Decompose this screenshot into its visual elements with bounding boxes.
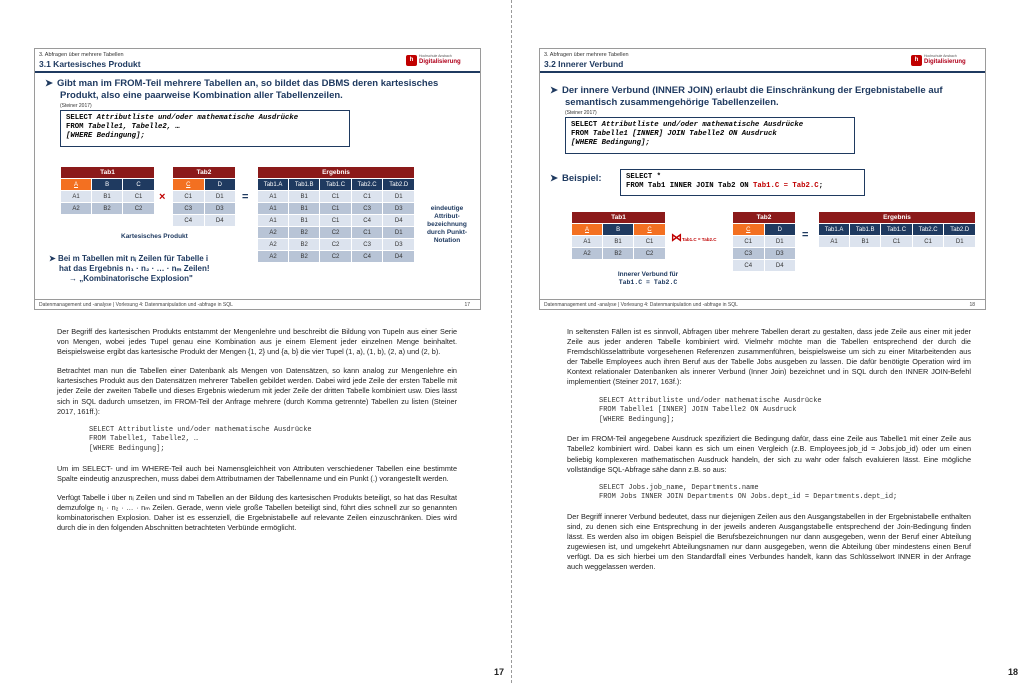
- logo-top-text: Hochschule Ansbach: [419, 54, 452, 59]
- column-header: C: [173, 179, 205, 191]
- table-cell: B1: [289, 191, 320, 203]
- column-header: A: [61, 179, 92, 191]
- paragraph: Der im FROM-Teil angegebene Ausdruck spezifiziert die Bedingung dafür, dass eine Zeile aus Tabelle1 mit einer Zeile aus Tabelle2 kombiniert wird. Dabei kann es sich um einen Vergleich (z.B. Employees.job_id = Jobs.job_id) oder um einen beliebig komplexeren mathematischen Ausdruck handeln, der sich zu wahr oder falsch evaluieren lässt. Eine mögliche vollständige SQL-Abfrage sähe dann z.B. so aus:: [567, 434, 971, 474]
- code-text: [WHERE Bedingung];: [571, 139, 650, 148]
- code-keyword: FROM: [571, 130, 589, 139]
- slide-number: 17: [464, 302, 470, 308]
- table-cell: D1: [383, 227, 415, 239]
- code-line: SELECT Attributliste und/oder mathematische Ausdrücke: [599, 396, 822, 405]
- code-text: [WHERE Bedingung];: [66, 132, 145, 141]
- code-line: SELECT Jobs.job_name, Departments.name: [599, 483, 759, 492]
- column-header: Tab1.B: [850, 224, 881, 236]
- table-cell: C4: [733, 260, 765, 272]
- paragraph: Betrachtet man nun die Tabellen einer Datenbank als Mengen von Datensätzen, so kann analog zur Mengenlehre ein kartesisches Produkt aus den Datensätzen mehrerer Tabellen gebildet werden. Dabei wird jede Zeile der ersten Tabelle mit jeder Zeile der zweiten Tabelle und dieses Ergebnis wiederum mit jeder Zeile der dritten Tabelle kombiniert usw. Dies lässt sich in SQL dadurch umsetzen, im FROM-Teil der Anfrage mehrere (durch Komma getrennte) Tabellen zu listen (Steiner 2017, 161ff.):: [57, 366, 457, 416]
- table-cell: D1: [383, 191, 415, 203]
- table-tab1: [60, 166, 155, 215]
- slide-chapter: 3. Abfragen über mehrere Tabellen: [544, 52, 629, 58]
- table-cell: D3: [764, 248, 796, 260]
- column-header: Tab1.A: [819, 224, 850, 236]
- equals-symbol: =: [802, 229, 809, 241]
- table-cell: B2: [289, 239, 320, 251]
- code-block: [599, 397, 971, 426]
- table-cell: A2: [572, 248, 603, 260]
- table-cell: C2: [320, 239, 352, 251]
- note-line: durch Punkt-: [426, 229, 468, 236]
- title-rule: [35, 71, 480, 73]
- bullet-1-line-1: Gibt man im FROM-Teil mehrere Tabellen an, so bildet das DBMS deren kartesisches: [56, 78, 439, 89]
- table-result: [257, 166, 415, 263]
- note-line: Notation: [433, 237, 461, 244]
- table-cell: C3: [351, 239, 383, 251]
- code-keyword: FROM: [66, 123, 84, 132]
- code-keyword: SELECT: [571, 121, 598, 129]
- slide-chapter: 3. Abfragen über mehrere Tabellen: [39, 52, 124, 58]
- beispiel-text: Beispiel:: [561, 173, 602, 184]
- logo-icon: h: [911, 55, 922, 66]
- table-cell: A2: [258, 227, 289, 239]
- table-cell: A2: [61, 203, 92, 215]
- example-query-box: [620, 169, 865, 196]
- table-cell: B1: [92, 191, 123, 203]
- page-number: 18: [1008, 667, 1019, 677]
- table-cell: C1: [173, 191, 205, 203]
- table-cell: A1: [258, 191, 289, 203]
- table-cell: C2: [123, 203, 155, 215]
- code-text: Tabelle1 [INNER] JOIN: [588, 130, 690, 139]
- paragraph: Der Begriff innerer Verbund bedeutet, dass nur diejenigen Zeilen aus den Ausgangstabellen in der Ergebnistabelle enthalten sind, zu denen sich eine Entsprechung in der jeweils anderen Ausgangstabelle entsprechend der Join-Bedingung finden lässt. Es werden also im obigen Beispiel die Berufsbezeichnungen nur dann ausgegeben, wenn der Beruf einer Abteilung zugewiesen ist, und umgekehrt Abteilungsnamen nur dann ausgegeben, wenn die Abteilung über mindestens einen Beruf verfügt. Da es sich hierbei um den Standardfall eines Verbundes handelt, kann das Schlüsselwort INNER in der Anfrage auch weggelassen werden.: [567, 511, 971, 572]
- slide-footer: [540, 299, 985, 309]
- join-icon: ⋈: [671, 232, 682, 244]
- table-cell: C1: [320, 203, 352, 215]
- code-line: FROM Tabelle1 [INNER] JOIN Tabelle2 ON Ausdruck: [599, 406, 797, 415]
- code-line: SELECT Attributliste und/oder mathematische Ausdrücke: [89, 425, 312, 434]
- university-logo: [911, 53, 977, 67]
- table-title: Tab1: [572, 212, 666, 224]
- table-cell: D3: [383, 239, 415, 251]
- footer-text: Datenmanagement und -analyse | Vorlesung 4: Datenmanipulation und -abfrage in SQL: [544, 302, 738, 308]
- logo-icon: h: [406, 55, 417, 66]
- column-header: C: [123, 179, 155, 191]
- note-line: Attribut-: [434, 213, 460, 220]
- sql-syntax-box: [60, 110, 350, 147]
- column-header: Tab2.C: [912, 224, 944, 236]
- column-header: Tab1.B: [289, 179, 320, 191]
- table-cell: A1: [61, 191, 92, 203]
- footer-text: Datenmanagement und -analyse | Vorlesung 4: Datenmanipulation und -abfrage in SQL: [39, 302, 233, 308]
- column-header: A: [572, 224, 603, 236]
- code-line: FROM Tab1 INNER JOIN Tab2 ON: [626, 182, 753, 191]
- table-result: [818, 211, 976, 248]
- table-cell: C4: [351, 251, 383, 263]
- university-logo: [406, 53, 472, 67]
- slide-footer: [35, 299, 480, 309]
- label-line: Tab1.C = Tab2.C: [618, 279, 678, 286]
- equals-symbol: =: [242, 191, 249, 203]
- code-line: [WHERE Bedingung];: [599, 415, 675, 424]
- join-condition: Tab1.C = Tab2.C: [753, 182, 819, 191]
- column-header: Tab2.C: [351, 179, 383, 191]
- slide-title: 3.1 Kartesisches Produkt: [39, 59, 141, 69]
- table-cell: C1: [733, 236, 765, 248]
- logo-main-text: Digitalisierung: [419, 58, 461, 65]
- code-text: Attributliste und/oder mathematische Ausdrücke: [92, 114, 299, 122]
- paragraph: Der Begriff des kartesischen Produkts entstammt der Mengenlehre und beschreibt die Bildung von Tupeln aus einer Serie von Mengen, wobei jedes Tupel genau eine Kombination aus je einem Element jeder einzelnen Menge beinhaltet. Beispielsweise ergibt das kartesische Produkt der Mengen {1, 2} und {a, b} die vier Tupel (1, a), (1, b), (2, a) und (2, b).: [57, 327, 457, 357]
- paragraph: Um im SELECT- und im WHERE-Teil auch bei Namensgleichheit von Attributen verschiedener Tabellen eine bestimmte Spalte eindeutig anzusprechen, muss dabei dem Attributnamen der Tabellenname und ein Punkt (.) vorangestellt werden.: [57, 463, 457, 483]
- bullet-1: [45, 78, 475, 101]
- bullet-arrow-icon: ➤: [550, 85, 558, 96]
- code-text: Tabelle2 ON Ausdruck: [689, 130, 777, 139]
- bullet-1-line-2: semantisch zusammengehörige Tabellenzeilen.: [565, 96, 779, 108]
- table-cell: C1: [351, 227, 383, 239]
- table-cell: A1: [819, 236, 850, 248]
- bullet-2-line-1: Bei m Tabellen mit nᵢ Zeilen für Tabelle i: [57, 254, 209, 263]
- join-condition-label: Tab1.C = Tab2.C: [682, 237, 717, 242]
- table-cell: C4: [351, 215, 383, 227]
- table-cell: D4: [204, 215, 236, 227]
- table-title: Tab2: [173, 167, 236, 179]
- bullet-1-line-2: Produkt, also eine paarweise Kombination aller Tabellenzeilen.: [60, 89, 343, 101]
- label-line: Innerer Verbund für: [617, 271, 679, 278]
- column-header: Tab1.C: [320, 179, 352, 191]
- beispiel-label: [550, 173, 602, 185]
- table-title: Tab2: [733, 212, 796, 224]
- page-divider: [511, 0, 512, 683]
- table-cell: C1: [912, 236, 944, 248]
- table-cell: C3: [173, 203, 205, 215]
- innerer-verbund-label: [588, 271, 708, 287]
- bullet-1: [550, 85, 980, 108]
- table-cell: A2: [258, 251, 289, 263]
- slide-18: [539, 48, 986, 310]
- column-header: C: [634, 224, 666, 236]
- column-header: B: [92, 179, 123, 191]
- slide-title: 3.2 Innerer Verbund: [544, 59, 624, 69]
- bullet-arrow-icon: ➤: [45, 78, 53, 89]
- table-title: Ergebnis: [819, 212, 976, 224]
- table-cell: C1: [320, 215, 352, 227]
- bullet-2-line-2: hat das Ergebnis n₁ · n₂ · … · nₘ Zeilen!: [59, 264, 210, 273]
- column-header: Tab2.D: [944, 224, 976, 236]
- code-text: Tabelle1, Tabelle2, …: [83, 123, 180, 132]
- code-block: [599, 484, 971, 503]
- kartesisches-produkt-label: Kartesisches Produkt: [121, 233, 188, 240]
- table-cell: C2: [320, 227, 352, 239]
- sql-syntax-box: [565, 117, 855, 154]
- body-text: [567, 327, 971, 581]
- table-cell: D1: [764, 236, 796, 248]
- table-cell: C3: [733, 248, 765, 260]
- bullet-2: [49, 254, 259, 284]
- table-cell: A1: [572, 236, 603, 248]
- table-cell: D4: [764, 260, 796, 272]
- table-cell: B1: [850, 236, 881, 248]
- paragraph: In seltensten Fällen ist es sinnvoll, Abfragen über mehrere Tabellen derart zu gestalten, dass jede Zeile aus einer mit jeder Zeile aus jeder anderen Tabelle kombiniert wird. Vielmehr möchte man die Tabellen entsprechend der durch die Fremdschlüsselattribute vorgesehenen Referenzen zusammenführen, beispielsweise um sich zu einer Mitarbeitenden aus der Tabelle Employees auch ihren Beruf aus der Tabelle Jobs ausgeben zu lassen. Die dafür benötigte Operation wird im Kontext relationaler Datenbanken als innerer Verbund (Inner Join) bezeichnet und in SQL durch den INNER JOIN-Befehl implementiert (Steiner 2017, 163f.):: [567, 327, 971, 387]
- slide-17: [34, 48, 481, 310]
- code-block: [89, 426, 457, 455]
- code-keyword: SELECT: [66, 114, 93, 122]
- table-cell: D1: [204, 191, 236, 203]
- table-cell: B2: [92, 203, 123, 215]
- table-cell: C2: [320, 251, 352, 263]
- table-cell: C1: [634, 236, 666, 248]
- bullet-arrow-icon: ➤: [550, 173, 558, 184]
- table-cell: B2: [289, 251, 320, 263]
- logo-main-text: Digitalisierung: [924, 58, 966, 65]
- table-tab2: [172, 166, 236, 227]
- column-header: B: [603, 224, 634, 236]
- table-cell: A1: [258, 203, 289, 215]
- code-line: ;: [818, 182, 824, 191]
- table-cell: D1: [944, 236, 976, 248]
- note-line: bezeichnung: [427, 221, 467, 228]
- slide-reference: (Steiner 2017): [60, 103, 92, 109]
- table-cell: C3: [351, 203, 383, 215]
- code-line: SELECT *: [626, 173, 662, 181]
- join-operator: [671, 231, 716, 244]
- table-cell: C1: [881, 236, 913, 248]
- table-cell: B1: [289, 215, 320, 227]
- code-line: FROM Tabelle1, Tabelle2, …: [89, 435, 199, 444]
- times-symbol: ×: [159, 191, 166, 203]
- body-text: [57, 327, 457, 542]
- table-cell: C1: [123, 191, 155, 203]
- column-header: Tab1.C: [881, 224, 913, 236]
- column-header: Tab1.A: [258, 179, 289, 191]
- column-header: D: [764, 224, 796, 236]
- title-rule: [540, 71, 985, 73]
- page-18: [514, 0, 1024, 683]
- table-cell: A1: [258, 215, 289, 227]
- slide-reference: (Steiner 2017): [565, 110, 597, 116]
- page-17: [0, 0, 510, 683]
- table-title: Tab1: [61, 167, 155, 179]
- note-line: eindeutige: [430, 205, 464, 212]
- paragraph: Verfügt Tabelle i über nᵢ Zeilen und sind m Tabellen an der Bildung des kartesischen Produkts beteiligt, so hat das Resultat demzufolge n₁ · n₂ · … · nₘ Zeilen. Gerade, wenn viele große Tabellen beteiligt sind, führt dies schnell zur so genannten kombinatorischen Explosion. Daher ist es essenziell, die Ergebnistabelle auf relevante Zeilen einzuschränken. Dies wird durch die in den folgenden Abschnitten betrachteten Verbünde ermöglicht.: [57, 492, 457, 532]
- table-cell: C1: [320, 191, 352, 203]
- table-cell: B2: [603, 248, 634, 260]
- table-cell: C4: [173, 215, 205, 227]
- column-header: C: [733, 224, 765, 236]
- code-text: Attributliste und/oder mathematische Ausdrücke: [597, 121, 804, 129]
- table-title: Ergebnis: [258, 167, 415, 179]
- table-cell: D3: [383, 203, 415, 215]
- punkt-notation-note: [417, 205, 477, 245]
- page-number: 17: [494, 667, 505, 677]
- bullet-1-line-1: Der innere Verbund (INNER JOIN) erlaubt die Einschränkung der Ergebnistabelle auf: [561, 85, 943, 96]
- table-cell: A2: [258, 239, 289, 251]
- table-cell: D4: [383, 215, 415, 227]
- table-cell: C2: [634, 248, 666, 260]
- table-tab1: [571, 211, 666, 260]
- code-line: FROM Jobs INNER JOIN Departments ON Jobs.dept_id = Departments.dept_id;: [599, 493, 898, 502]
- table-cell: D3: [204, 203, 236, 215]
- code-line: [WHERE Bedingung];: [89, 444, 165, 453]
- slide-number: 18: [969, 302, 975, 308]
- table-cell: B1: [603, 236, 634, 248]
- table-cell: C1: [351, 191, 383, 203]
- bullet-arrow-icon: ➤: [49, 254, 58, 263]
- table-cell: B2: [289, 227, 320, 239]
- table-tab2: [732, 211, 796, 272]
- column-header: D: [204, 179, 236, 191]
- table-cell: D4: [383, 251, 415, 263]
- bullet-2-line-3: → „Kombinatorische Explosion": [69, 274, 193, 283]
- logo-top-text: Hochschule Ansbach: [924, 54, 957, 59]
- table-cell: B1: [289, 203, 320, 215]
- column-header: Tab2.D: [383, 179, 415, 191]
